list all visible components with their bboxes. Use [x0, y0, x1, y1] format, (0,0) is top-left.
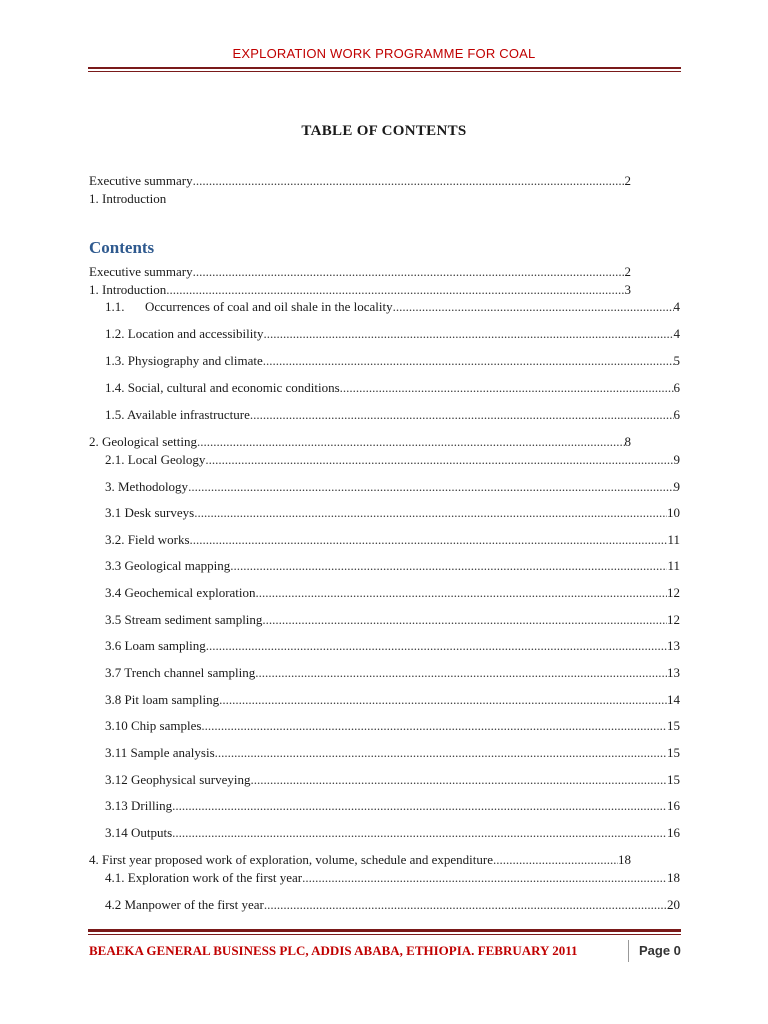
entry-page: 2 — [624, 264, 631, 279]
leader-dots — [166, 282, 624, 298]
entry-page: 16 — [667, 825, 680, 840]
leader-dots — [340, 380, 674, 396]
leader-dots — [193, 173, 625, 189]
leader-dots — [188, 479, 673, 495]
entry-label: 3.10 Chip samples — [105, 718, 202, 733]
entry-label: 3.14 Outputs — [105, 825, 173, 840]
entry-label: 3.1 Desk surveys — [105, 505, 195, 520]
entry-page: 11 — [667, 558, 680, 573]
contents-entry[interactable] — [105, 798, 680, 814]
entry-label: 2. Geological setting — [89, 434, 197, 449]
contents-entry[interactable] — [105, 745, 680, 761]
contents-entry[interactable] — [89, 434, 631, 450]
contents-entry[interactable] — [105, 718, 680, 734]
entry-label: 3.8 Pit loam sampling — [105, 692, 220, 707]
leader-dots — [190, 532, 668, 548]
entry-page: 6 — [673, 380, 680, 395]
contents-entry[interactable] — [105, 825, 680, 841]
toc-entry[interactable] — [89, 191, 166, 207]
toc-entry-label: Executive summary — [89, 173, 193, 188]
entry-label: 3.2. Field works — [105, 532, 190, 547]
leader-dots — [219, 692, 667, 708]
leader-dots — [172, 798, 667, 814]
entry-text: Occurrences of coal and oil shale in the locality — [145, 299, 393, 314]
footer-rule — [88, 929, 681, 932]
leader-dots — [493, 852, 618, 868]
entry-page: 15 — [667, 745, 680, 760]
entry-page: 6 — [673, 407, 680, 422]
toc-entry-page: 2 — [624, 173, 631, 188]
page-number: Page 0 — [639, 943, 681, 958]
entry-label: 1.3. Physiography and climate — [105, 353, 263, 368]
leader-dots — [251, 772, 667, 788]
footer-divider — [628, 940, 629, 962]
entry-page: 3 — [624, 282, 631, 297]
entry-page: 5 — [673, 353, 680, 368]
entry-label: 4. First year proposed work of exploration, volume, schedule and expenditure — [89, 852, 493, 867]
header-rule — [88, 67, 681, 69]
contents-entry[interactable] — [105, 452, 680, 468]
contents-entry[interactable] — [105, 479, 680, 495]
entry-page: 4 — [673, 326, 680, 341]
leader-dots — [250, 407, 674, 423]
entry-label: 4.2 Manpower of the first year — [105, 897, 264, 912]
entry-label — [105, 299, 393, 315]
leader-dots — [194, 505, 667, 521]
leader-dots — [230, 558, 667, 574]
toc-title: TABLE OF CONTENTS — [301, 123, 467, 139]
leader-dots — [172, 825, 667, 841]
entry-label: 3.5 Stream sediment sampling — [105, 612, 263, 627]
leader-dots — [193, 264, 625, 280]
contents-entry[interactable] — [105, 665, 680, 681]
entry-label: 3.6 Loam sampling — [105, 638, 206, 653]
entry-label: Executive summary — [89, 264, 193, 279]
entry-page: 15 — [667, 718, 680, 733]
toc-entry-label: 1. Introduction — [89, 191, 167, 206]
entry-page: 15 — [667, 772, 680, 787]
entry-page: 16 — [667, 798, 680, 813]
entry-page: 18 — [667, 870, 680, 885]
entry-label: 3.13 Drilling — [105, 798, 173, 813]
leader-dots — [393, 299, 674, 315]
header-rule-thin — [88, 71, 681, 72]
contents-entry[interactable] — [105, 692, 680, 708]
contents-entry[interactable] — [105, 558, 680, 574]
entry-label: 2.1. Local Geology — [105, 452, 206, 467]
contents-entry[interactable] — [105, 897, 680, 913]
contents-entry[interactable] — [89, 264, 631, 280]
entry-page: 12 — [667, 585, 680, 600]
footer-rule-thin — [88, 934, 681, 935]
leader-dots — [201, 718, 667, 734]
leader-dots — [256, 585, 667, 601]
contents-entry[interactable] — [105, 380, 680, 396]
contents-entry[interactable] — [105, 638, 680, 654]
contents-entry[interactable] — [105, 532, 680, 548]
leader-dots — [302, 870, 667, 886]
entry-page: 4 — [673, 299, 680, 314]
contents-entry[interactable] — [105, 585, 680, 601]
entry-page: 14 — [667, 692, 680, 707]
entry-label: 3.4 Geochemical exploration — [105, 585, 256, 600]
toc-entry[interactable] — [89, 173, 631, 189]
contents-entry[interactable] — [105, 299, 680, 315]
entry-label: 3. Methodology — [105, 479, 189, 494]
entry-page: 18 — [618, 852, 631, 867]
contents-entry[interactable] — [105, 772, 680, 788]
entry-page: 11 — [667, 532, 680, 547]
footer-company: BEAEKA GENERAL BUSINESS PLC, ADDIS ABABA, ETHIOPIA. FEBRUARY 2011 — [89, 943, 578, 958]
contents-entry[interactable] — [89, 282, 631, 298]
leader-dots — [215, 745, 667, 761]
leader-dots — [263, 353, 674, 369]
leader-dots — [263, 326, 673, 342]
entry-label: 3.11 Sample analysis — [105, 745, 215, 760]
entry-page: 8 — [624, 434, 631, 449]
running-header: EXPLORATION WORK PROGRAMME FOR COAL — [232, 46, 536, 61]
leader-dots — [205, 452, 673, 468]
entry-page: 10 — [667, 505, 680, 520]
contents-entry[interactable] — [105, 612, 680, 628]
entry-page: 20 — [667, 897, 680, 912]
contents-entry[interactable] — [105, 505, 680, 521]
entry-label: 1. Introduction — [89, 282, 167, 297]
contents-entry[interactable] — [105, 353, 680, 369]
leader-dots — [262, 612, 667, 628]
entry-label: 1.4. Social, cultural and economic conditions — [105, 380, 340, 395]
entry-label: 3.7 Trench channel sampling — [105, 665, 256, 680]
contents-entry[interactable] — [89, 852, 631, 868]
contents-entry[interactable] — [105, 870, 680, 886]
contents-entry[interactable] — [105, 407, 680, 423]
entry-page: 9 — [673, 479, 680, 494]
leader-dots — [255, 665, 667, 681]
contents-heading: Contents — [89, 238, 155, 257]
entry-page: 13 — [667, 638, 680, 653]
entry-label: 4.1. Exploration work of the first year — [105, 870, 303, 885]
entry-page: 13 — [667, 665, 680, 680]
contents-entry[interactable] — [105, 326, 680, 342]
entry-label: 3.12 Geophysical surveying — [105, 772, 251, 787]
leader-dots — [206, 638, 667, 654]
entry-label: 1.5. Available infrastructure — [105, 407, 250, 422]
entry-page: 9 — [673, 452, 680, 467]
entry-label: 3.3 Geological mapping — [105, 558, 231, 573]
entry-page: 12 — [667, 612, 680, 627]
leader-dots — [264, 897, 667, 913]
entry-number: 1.1. — [105, 299, 125, 314]
leader-dots — [197, 434, 625, 450]
entry-label: 1.2. Location and accessibility — [105, 326, 264, 341]
